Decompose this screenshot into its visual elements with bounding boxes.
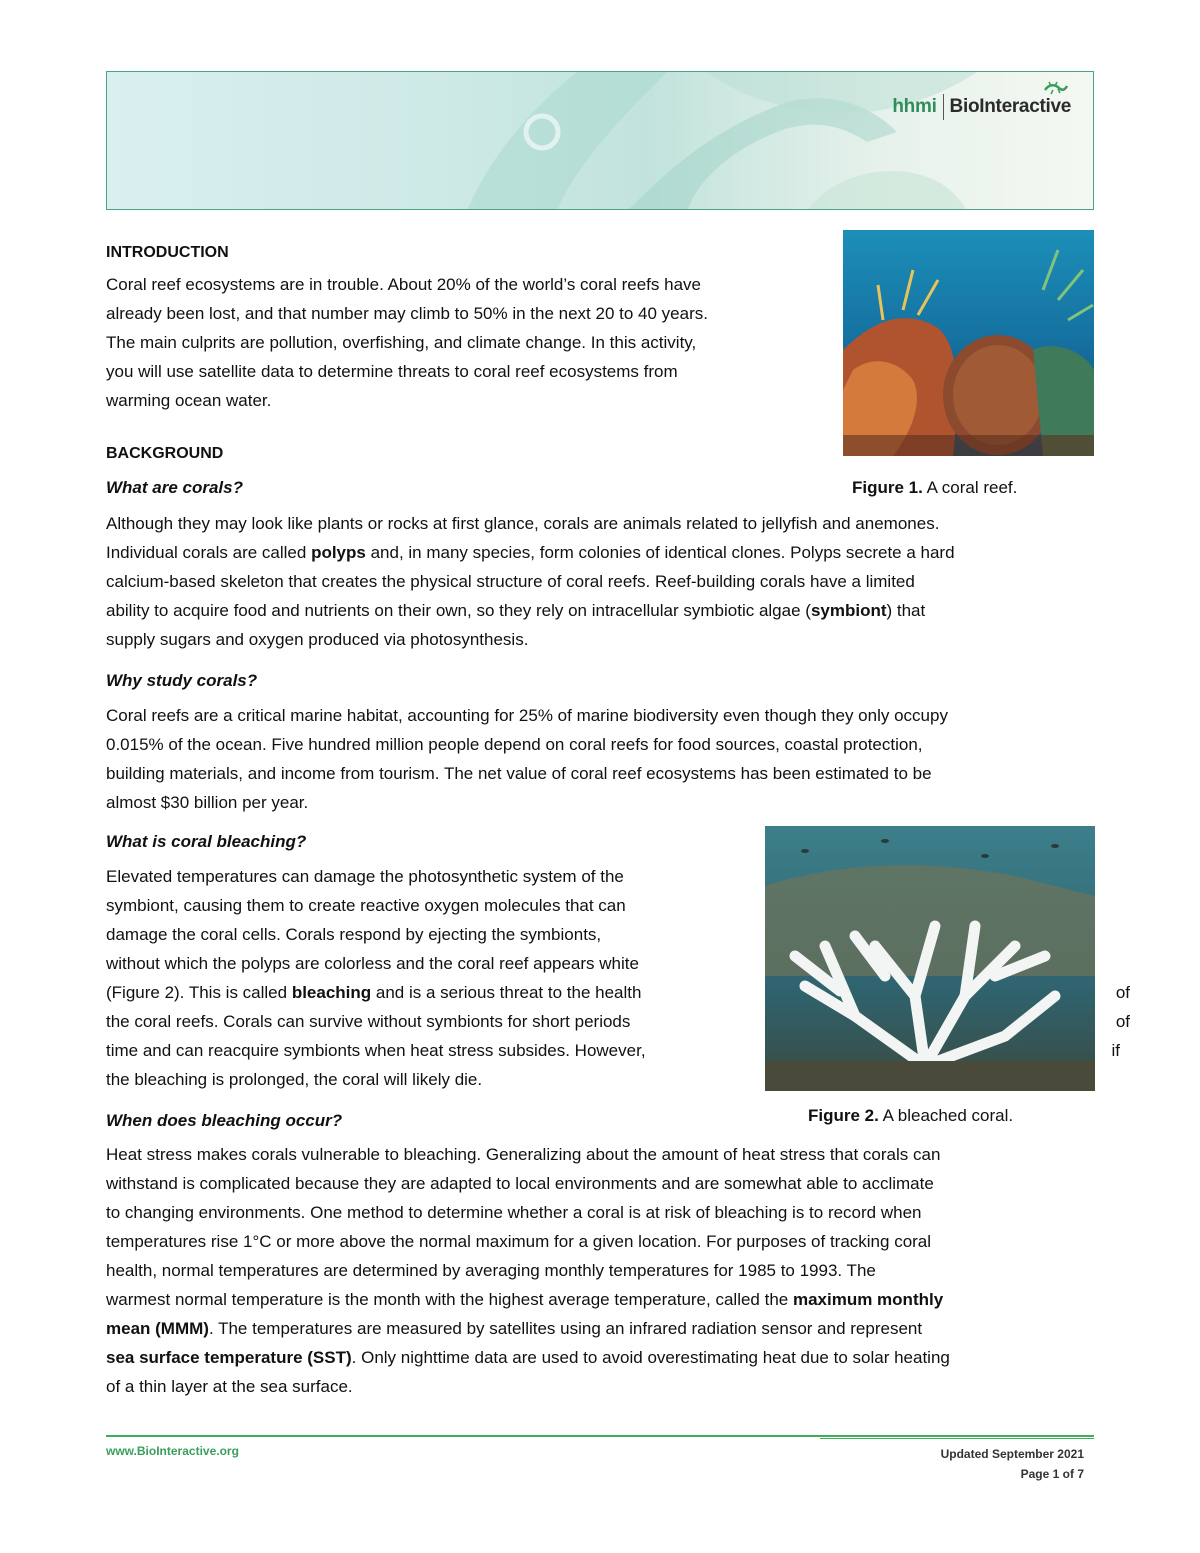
page-total: 7	[1077, 1467, 1084, 1481]
text-span: and is a serious threat to the health	[371, 983, 642, 1002]
figure2-caption-text: A bleached coral.	[878, 1106, 1014, 1125]
q-why-study-corals: Why study corals?	[106, 671, 258, 690]
text-line: withstand is complicated because they are adapted to local environments and are somewhat able to acclimate	[106, 1174, 934, 1193]
paragraph-what-are-corals	[106, 509, 955, 654]
figure1-caption-text: A coral reef.	[922, 478, 1018, 497]
page-of: of	[1059, 1467, 1078, 1481]
figure1-coral-reef-image	[843, 230, 1094, 456]
page-prefix: Page	[1020, 1467, 1053, 1481]
text-line: of a thin layer at the sea surface.	[106, 1377, 353, 1396]
text-line: almost $30 billion per year.	[106, 793, 309, 812]
text-span: ability to acquire food and nutrients on their own, so they rely on intracellular symbiotic algae (	[106, 601, 811, 620]
text-line: calcium-based skeleton that creates the physical structure of coral reefs. Reef-building corals have a limited	[106, 572, 915, 591]
banner-decoration	[107, 72, 1094, 210]
intro-line: you will use satellite data to determine threats to coral reef ecosystems from	[106, 362, 678, 381]
text-line	[106, 1007, 1130, 1036]
intro-line: already been lost, and that number may climb to 50% in the next 20 to 40 years.	[106, 304, 708, 323]
text-span: and, in many species, form colonies of identical clones. Polyps secrete a hard	[365, 543, 955, 562]
footer-page-number	[941, 1464, 1084, 1484]
header-banner	[106, 71, 1094, 210]
text-span: ) that	[886, 601, 926, 620]
text-line: the bleaching is prolonged, the coral will likely die.	[106, 1070, 483, 1089]
q-what-is-coral-bleaching: What is coral bleaching?	[106, 832, 307, 851]
term-symbiont: symbiont	[810, 601, 887, 620]
figure2-label: Figure 2.	[808, 1106, 879, 1125]
footer-meta	[941, 1444, 1084, 1484]
q-when-does-bleaching-occur: When does bleaching occur?	[106, 1111, 343, 1130]
text-line: Heat stress makes corals vulnerable to bleaching. Generalizing about the amount of heat stress that corals can	[106, 1145, 941, 1164]
text-line	[106, 1314, 950, 1343]
text-line: to changing environments. One method to determine whether a coral is at risk of bleaching is to record when	[106, 1203, 922, 1222]
text-line: symbiont, causing them to create reactive oxygen molecules that can	[106, 896, 626, 915]
footer-updated: Updated September 2021	[940, 1447, 1084, 1461]
text-line	[106, 538, 955, 567]
term-polyps: polyps	[311, 543, 366, 562]
text-span: the coral reefs. Corals can survive without symbionts for short periods	[106, 1012, 631, 1031]
term-sst: sea surface temperature (SST)	[106, 1348, 352, 1367]
text-span: . Only nighttime data are used to avoid overestimating heat due to solar heating	[351, 1348, 950, 1367]
text-line: damage the coral cells. Corals respond by ejecting the symbionts,	[106, 925, 602, 944]
text-line	[106, 596, 955, 625]
intro-line: Coral reef ecosystems are in trouble. About 20% of the world’s coral reefs have	[106, 275, 701, 294]
text-line: supply sugars and oxygen produced via photosynthesis.	[106, 630, 529, 649]
text-line: Elevated temperatures can damage the photosynthetic system of the	[106, 867, 624, 886]
text-line: health, normal temperatures are determined by averaging monthly temperatures for 1985 to 1993. The	[106, 1261, 876, 1280]
intro-line: warming ocean water.	[106, 391, 272, 410]
text-line: Although they may look like plants or rocks at first glance, corals are animals related to jellyfish and anemones.	[106, 514, 940, 533]
text-line	[106, 1285, 950, 1314]
text-span: Individual corals are called	[106, 543, 312, 562]
text-line	[106, 978, 1130, 1007]
text-span: time and can reacquire symbionts when heat stress subsides. However,	[106, 1041, 646, 1060]
figure1-label: Figure 1.	[852, 478, 923, 497]
text-line: 0.015% of the ocean. Five hundred million people depend on coral reefs for food sources, coastal protection,	[106, 735, 923, 754]
intro-line: The main culprits are pollution, overfishing, and climate change. In this activity,	[106, 333, 697, 352]
text-span: (Figure 2). This is called	[106, 983, 292, 1002]
text-line	[106, 1343, 950, 1372]
figure1-caption	[852, 478, 1017, 498]
text-span: . The temperatures are measured by satellites using an infrared radiation sensor and represent	[208, 1319, 923, 1338]
paragraph-coral-bleaching	[106, 862, 1130, 1094]
footer-divider-accent	[820, 1438, 1094, 1439]
paragraph-why-study-corals	[106, 701, 948, 817]
biointeractive-logo[interactable]	[892, 94, 1071, 120]
paragraph-when-bleaching-occurs	[106, 1140, 950, 1401]
text-span: of	[1115, 983, 1130, 1002]
text-line	[106, 1036, 1130, 1065]
logo-biointeractive-text: BioInteractive	[949, 96, 1071, 117]
text-span	[106, 978, 641, 1007]
footer-divider	[106, 1435, 1094, 1437]
footer-website-link[interactable]: www.BioInteractive.org	[106, 1444, 239, 1458]
gecko-icon	[1043, 80, 1069, 96]
text-span: warmest normal temperature is the month with the highest average temperature, called the	[106, 1290, 793, 1309]
page-current: 1	[1052, 1467, 1060, 1481]
figure2-caption	[808, 1106, 1013, 1126]
q-what-are-corals: What are corals?	[106, 478, 243, 497]
term-mmm: mean (MMM)	[106, 1319, 209, 1338]
text-line: building materials, and income from tourism. The net value of coral reef ecosystems has been estimated to be	[106, 764, 932, 783]
text-line: temperatures rise 1°C or more above the normal maximum for a given location. For purposes of tracking coral	[106, 1232, 932, 1251]
text-line: Coral reefs are a critical marine habitat, accounting for 25% of marine biodiversity even though they only occupy	[106, 706, 948, 725]
text-line: without which the polyps are colorless and the coral reef appears white	[106, 954, 639, 973]
intro-paragraph	[106, 270, 708, 415]
logo-hhmi-text: hhmi	[892, 96, 937, 117]
background-heading: BACKGROUND	[106, 445, 224, 462]
intro-heading: INTRODUCTION	[106, 244, 229, 261]
logo-separator	[943, 94, 944, 120]
text-span: if	[1111, 1041, 1120, 1060]
term-maximum-monthly: maximum monthly	[792, 1290, 944, 1309]
term-bleaching: bleaching	[291, 983, 372, 1002]
text-span: of	[1115, 1012, 1130, 1031]
